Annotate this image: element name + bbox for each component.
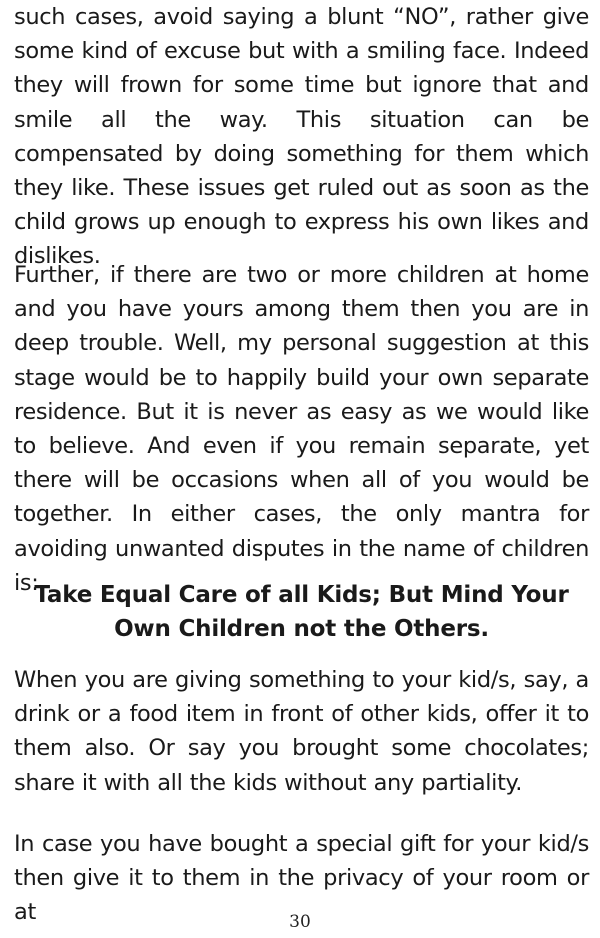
section-heading <box>14 578 589 646</box>
heading-line-1: Take Equal Care of all Kids; But Mind Your <box>34 582 569 608</box>
paragraph-4: In case you have bought a special gift for your kid/s then give it to them in the privacy of your room or at <box>14 831 589 926</box>
book-page <box>14 0 589 938</box>
paragraph-2: Further, if there are two or more children at home and you have yours among them then you are in deep trouble. Well, my personal suggestion at this stage would be to happily build your own separate residence. But it is never as easy as we would like to believe. And even if you remain separate, yet there will be occasions when all of you would be together. In either cases, the only mantra for avoiding unwanted disputes in the name of children is: <box>14 262 589 596</box>
paragraph-1: such cases, avoid saying a blunt “NO”, rather give some kind of excuse but with a smiling face. Indeed they will frown for some time but ignore that and smile all the way. This situation can be compensated by doing something for them which they like. These issues get ruled out as soon as the child grows up enough to express his own likes and dislikes. <box>14 4 589 270</box>
heading-line-2: Own Children not the Others. <box>114 616 489 642</box>
paragraph-3: When you are giving something to your kid/s, say, a drink or a food item in front of other kids, offer it to them also. Or say you brought some chocolates; share it with all the kids without any partiality. <box>14 667 589 796</box>
page-number: 30 <box>289 912 311 932</box>
